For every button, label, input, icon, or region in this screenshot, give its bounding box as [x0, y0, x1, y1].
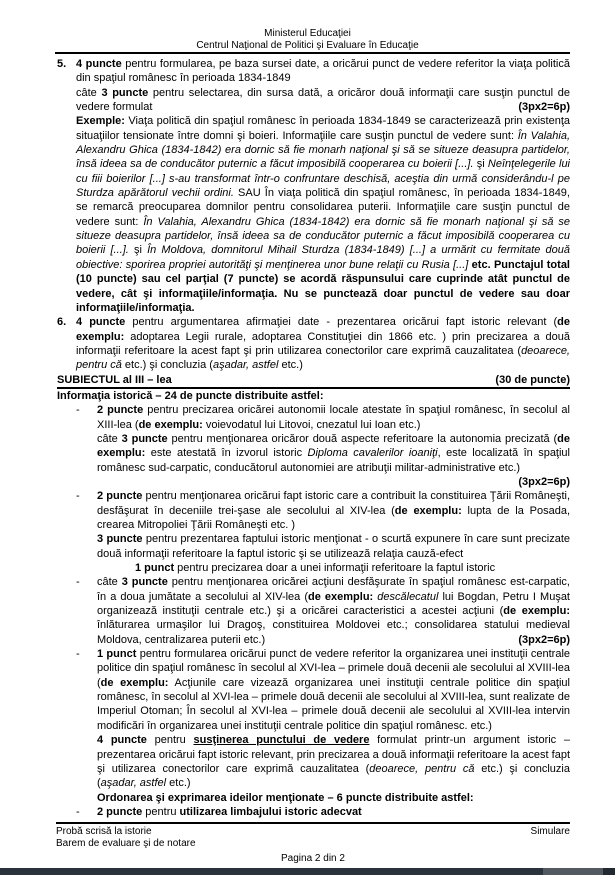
- list-marker: -: [76, 490, 80, 503]
- paragraph: Exemple: Viaţa politică din spaţiul românesc în perioada 1834-1849 se caracterizează prin existenţa situaţiilor tensionate între domni şi boieri. Informaţiile care susţin punctul de vedere sunt: În Valahia, Alexandru Ghica (1834-1842) era dornic să fie monarh naţional şi să se situeze deasupra partidelor, însă ideea sa de conducător puternic a făcut imposibilă cooperarea cu boierii [...]. şi Neînţelegerile lui cu fiii boierilor [...] s-au transformat într-o confruntare deschisă, aceştia din urmă considerându-l pe Sturdza apărătorul vechii ordini. SAU În viaţa politică din spaţiul românesc, în perioada 1834-1849, se remarcă preocuparea domnilor pentru consolidarea puterii. Informaţiile care susţin punctul de vedere sunt: În Valahia, Alexandru Ghica (1834-1842) era dornic să fie monarh naţional şi să se situeze deasupra partidelor, însă ideea sa de conducător puternic a făcut imposibilă cooperarea cu boierii [...]. şi În Moldova, domnitorul Mihail Sturdza (1834-1849) [...] a urmărit cu fermitate două obiective: sporirea propriei autorităţi şi menţinerea unor bune relaţii cu Rusia [...] etc. Punctajul total (10 puncte) sau cel parţial (7 puncte) se acordă răspunsului care cuprinde atât punctul de vedere, cât şi informaţiile/informaţia. Nu se punctează doar punctul de vedere sau doar informaţiile/informaţia.: [76, 115, 570, 314]
- list-marker: -: [76, 805, 80, 818]
- header-rule: [55, 52, 570, 54]
- list-marker: -: [76, 576, 80, 589]
- page-footer: [56, 822, 570, 865]
- list-item: - câte 3 puncte pentru menţionarea oricărei acţiuni desfăşurate în spaţiul românesc est-carpatic, în a doua jumătate a secolului al XIV-lea (de exemplu: descălecatul lui Bogdan, Petru I Muşat organizează instituţii centrale etc.) şi a oricărei caracteristici a acestei acţiuni (de exemplu: înlăturarea urmaşilor lui Dragoş, constituirea Moldovei etc.; consolidarea statului medieval Moldova, centralizarea puterii etc.) (3px2=6p): [76, 576, 570, 646]
- paragraph: câte 3 puncte pentru menţionarea oricăror două aspecte referitoare la autonomia precizată (de exemplu: este atestată în izvorul istoric Diploma cavalerilor ioaniţi, este localizată în spaţiul românesc sud-carpatic, conducătorul autonomiei are atribuţii militar-administrative etc.): [97, 432, 570, 474]
- document-body: [57, 57, 570, 821]
- list-item: - 2 puncte pentru utilizarea limbajului istoric adecvat: [76, 805, 362, 818]
- list-item: - 2 puncte pentru menţionarea oricărui fapt istoric care a contribuit la constituirea Ţării Româneşti, desfăşurat în deceniile trei-şase ale secolului al XIV-lea (de exemplu: lupta de la Posada, crearea Mitropoliei Ţării Româneşti etc. ): [76, 490, 570, 531]
- list-item: 5. 4 puncte pentru formularea, pe baza sursei date, a oricărui punct de vedere referitor la viaţa politică din spaţiul românesc în perioada 1834-1849: [57, 58, 570, 85]
- page-number: Pagina 2 din 2: [281, 853, 345, 864]
- paragraph: [135, 819, 570, 821]
- horizontal-scrollbar[interactable]: [0, 868, 615, 875]
- paragraph: câte 3 puncte pentru selectarea, din sursa dată, a oricăror două informaţii care susţin punctul de vedere formulat (3px2=6p): [76, 86, 570, 114]
- subject-points: (30 de puncte): [495, 373, 570, 386]
- list-item: 6. 4 puncte pentru argumentarea afirmaţiei date - prezentarea oricărui fapt istoric relevant (de exemplu: adoptarea Legii rurale, adoptarea Constituţiei din 1866 etc. ) prin precizarea a două informaţii referitoare la acest fapt şi prin utilizarea conectorilor care exprimă cauzalitatea (deoarece, pentru că etc.) şi concluzia (aşadar, astfel etc.): [57, 316, 570, 372]
- list-marker: -: [76, 648, 80, 661]
- list-item: - 2 puncte pentru precizarea oricărei autonomii locale atestate în spaţiul românesc, în secolul al XIII-lea (de exemplu: voievodatul lui Litovoi, cnezatul lui Ioan etc.): [76, 404, 570, 431]
- paragraph: 3 puncte pentru prezentarea faptului istoric menţionat - o scurtă expunere în care sunt precizate două informaţii referitoare la faptul istoric şi se utilizează relaţia cauză-efect: [97, 533, 570, 560]
- scrollbar-thumb[interactable]: [543, 868, 603, 875]
- paragraph: 4 puncte pentru susţinerea punctului de vedere formulat printr-un argument istoric – prezentarea oricărui fapt istoric relevant, prin precizarea a două informaţii referitoare la acest fapt şi utilizarea conectorilor care exprimă cauzalitatea (deoarece, pentru că etc.) şi concluzia (aşadar, astfel etc.): [97, 734, 570, 790]
- footer-barem-label: Barem de evaluare şi de notare: [56, 838, 196, 849]
- paragraph: 1 punct pentru precizarea doar a unei informaţii referitoare la faptul istoric: [135, 562, 496, 575]
- list-marker: -: [76, 404, 80, 417]
- list-marker: 6.: [57, 316, 67, 329]
- scrollbar-corner: [603, 868, 615, 875]
- points-tag: (3px2=6p): [518, 101, 570, 114]
- points-tag-line: (3px2=6p): [518, 475, 570, 488]
- subject-title: SUBIECTUL al III – lea: [57, 373, 172, 386]
- section-heading: Ordonarea şi exprimarea ideilor menţionate – 6 puncte distribuite astfel:: [97, 791, 474, 804]
- list-item: - 1 punct pentru formularea oricărui punct de vedere referitor la organizarea unei instituţii centrale politice din spaţiul românesc în secolul al XVI-lea – primele două decenii ale secolului al XVIII-lea (de exemplu: Acţiunile care vizează organizarea unei instituţii centrale politice din spaţiul românesc, în secolul al XVI-lea – primele două decenii ale secolului al XVIII-lea, sunt realizate de Imperiul Otoman; În secolul al XVI-lea – primele două decenii ale secolului al XVIII-lea intervin modificări în organizarea unei instituţii centrale politice din spaţiul românesc. etc.): [76, 648, 570, 732]
- footer-exam-type: Probă scrisă la istorie: [56, 826, 152, 837]
- page-header: [0, 28, 615, 51]
- points-tag: (3px2=6p): [518, 633, 570, 646]
- section-heading: Informaţia istorică – 24 de puncte distribuite astfel:: [57, 389, 324, 402]
- subject-heading: [57, 373, 570, 389]
- ministry-name: Ministerul Educaţiei: [264, 28, 351, 39]
- footer-simulare-label: Simulare: [530, 826, 570, 837]
- list-marker: 5.: [57, 58, 67, 70]
- center-name: Centrul Naţional de Politici şi Evaluare în Educaţie: [196, 39, 419, 51]
